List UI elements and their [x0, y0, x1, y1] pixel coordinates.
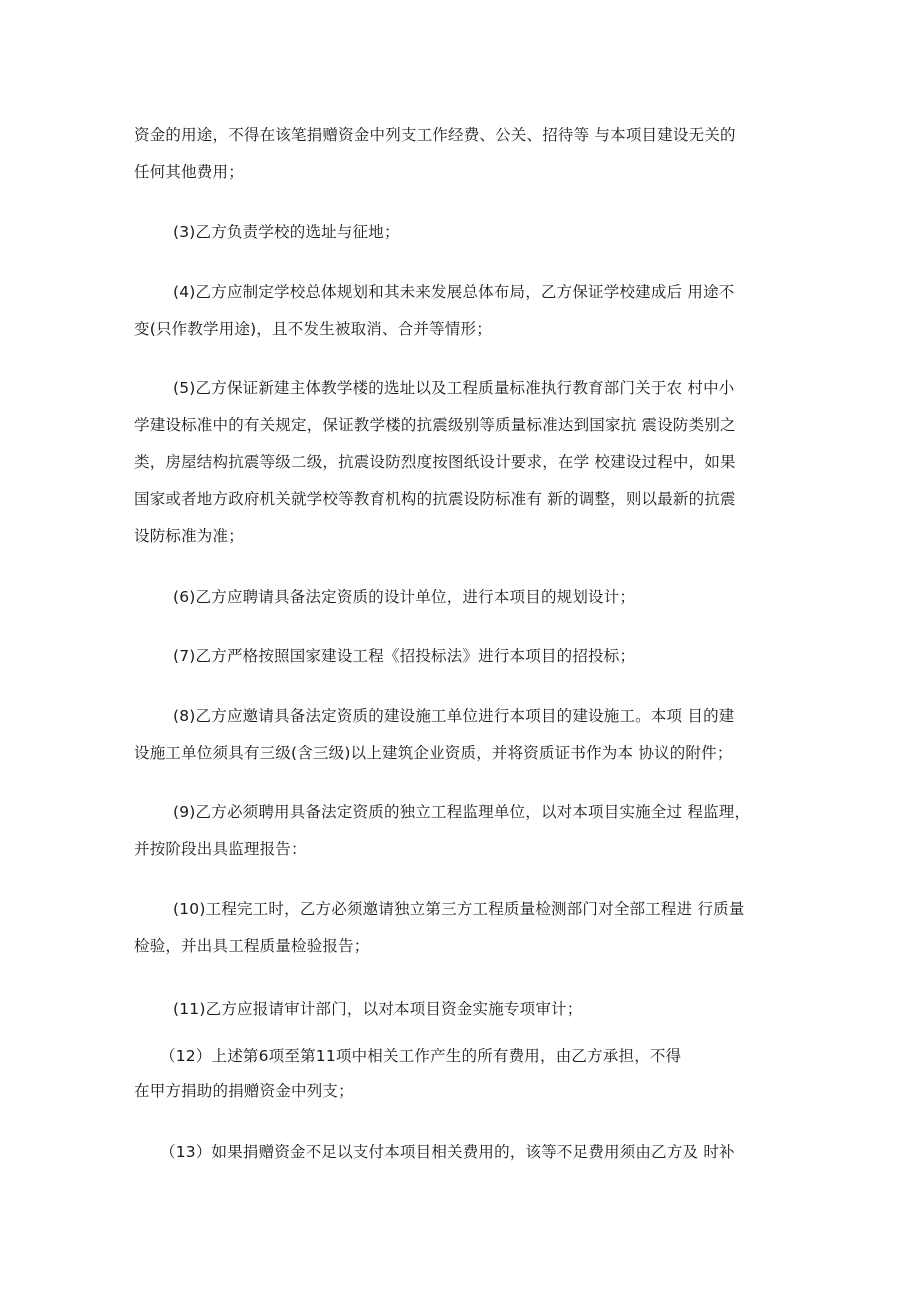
text-line: (5)乙方保证新建主体教学楼的选址以及工程质量标准执行教育部门关于农 村中小 [173, 379, 735, 397]
text-line: （13）如果捐赠资金不足以支付本项目相关费用的，该等不足费用须由乙方及 时补 [160, 1143, 735, 1161]
text-line: (9)乙方必须聘用具备法定资质的独立工程监理单位，以对本项目实施全过 程监理， [173, 803, 751, 821]
text-line: 资金的用途，不得在该笔捐赠资金中列支工作经费、公关、招待等 与本项目建设无关的 [134, 126, 736, 144]
text-line: 变(只作教学用途)，且不发生被取消、合并等情形； [134, 320, 492, 338]
text-line: (11)乙方应报请审计部门，以对本项目资金实施专项审计； [173, 1000, 583, 1018]
text-line: (4)乙方应制定学校总体规划和其未来发展总体布局，乙方保证学校建成后 用途不 [173, 283, 735, 301]
text-line: 在甲方捐助的捐赠资金中列支； [134, 1082, 354, 1100]
text-line: 检验，并出具工程质量检验报告； [134, 937, 370, 955]
text-line: (6)乙方应聘请具备法定资质的设计单位，进行本项目的规划设计； [173, 588, 636, 606]
text-line: 学建设标准中的有关规定，保证教学楼的抗震级别等质量标准达到国家抗 震设防类别之 [134, 416, 736, 434]
text-line: (10)工程完工时，乙方必须邀请独立第三方工程质量检测部门对全部工程进 行质量 [173, 900, 745, 918]
text-line: (3)乙方负责学校的选址与征地； [173, 223, 400, 241]
text-line: 国家或者地方政府机关就学校等教育机构的抗震设防标准有 新的调整，则以最新的抗震 [134, 490, 736, 508]
text-line: 并按阶段出具监理报告： [134, 840, 307, 858]
text-line: 设施工单位须具有三级(含三级)以上建筑企业资质，并将资质证书作为本 协议的附件； [134, 744, 733, 762]
text-line: (8)乙方应邀请具备法定资质的建设施工单位进行本项目的建设施工。本项 目的建 [173, 707, 735, 725]
text-line: 设防标准为准； [134, 527, 244, 545]
text-line: 任何其他费用； [134, 163, 244, 181]
text-line: （12）上述第6项至第11项中相关工作产生的所有费用，由乙方承担，不得 [160, 1047, 682, 1065]
text-line: 类，房屋结构抗震等级二级，抗震设防烈度按图纸设计要求，在学 校建设过程中，如果 [134, 453, 736, 471]
text-line: (7)乙方严格按照国家建设工程《招投标法》进行本项目的招投标； [173, 647, 636, 665]
